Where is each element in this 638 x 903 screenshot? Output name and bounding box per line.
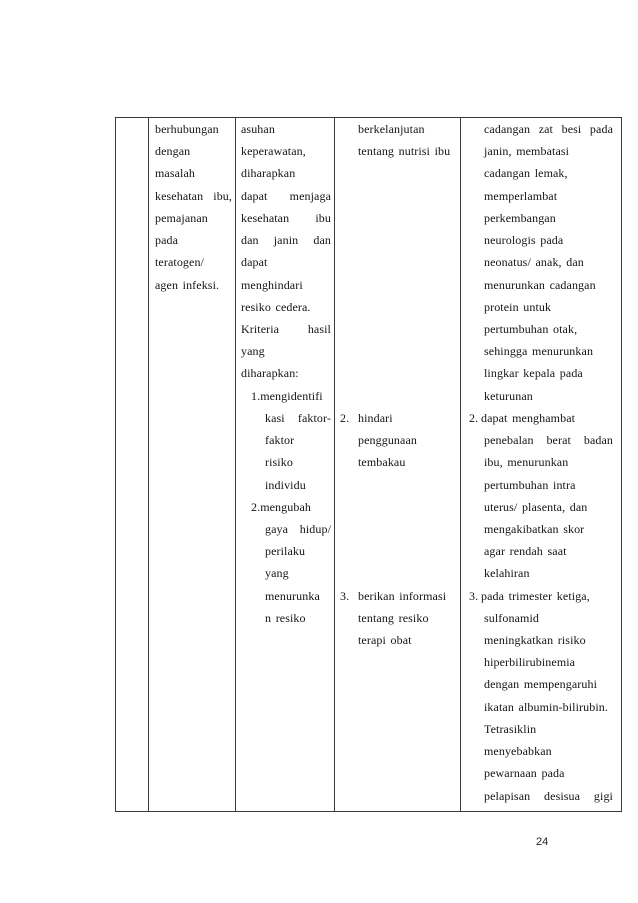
rationale-cell [469, 118, 613, 807]
outcome-line: diharapkan: [241, 366, 299, 381]
intervention-text: hindari [358, 411, 393, 425]
number-column-cell [118, 118, 146, 808]
rationale-line: memperlambat [484, 188, 558, 203]
outcome-line: keperawatan, [241, 144, 306, 159]
rationale-line: menyebabkan [484, 744, 552, 759]
intervention-line: tentang nutrisi ibu [358, 144, 451, 159]
rationale-line: pelapisan desisua gigi [484, 788, 613, 803]
rationale-line: pertumbuhan otak, [484, 321, 578, 336]
rationale-number: 2. [469, 410, 479, 425]
intervention-line: penggunaan [358, 433, 417, 448]
rationale-line: kelahiran [484, 566, 530, 581]
outcome-line: asuhan [241, 122, 275, 136]
criteria-item-line: perilaku [265, 544, 306, 559]
rationale-line: ibu, menurunkan [484, 455, 569, 470]
outcome-line: yang [241, 344, 265, 359]
outcome-line: diharapkan [241, 166, 296, 181]
criteria-item-line: yang [265, 566, 289, 581]
rationale-line: perkembangan [484, 210, 556, 225]
rationale-text: dapat menghambat [481, 410, 576, 425]
diagnosis-line: berhubungan [155, 122, 219, 136]
column-divider [148, 117, 149, 812]
criteria-item-first-line: 1.mengidentifi [251, 388, 323, 403]
rationale-line: hiperbilirubinemia [484, 655, 576, 670]
intervention-line [340, 585, 456, 607]
criteria-item-line: kasi faktor- [265, 410, 331, 425]
diagnosis-line: masalah [155, 166, 196, 181]
rationale-line: cadangan lemak, [484, 166, 568, 181]
diagnosis-line: pemajanan [155, 210, 208, 225]
intervention-line [340, 407, 456, 429]
rationale-line: keturunan [484, 388, 533, 403]
outcome-line: dapat menjaga [241, 188, 331, 203]
rationale-line: protein untuk [484, 299, 552, 314]
outcome-line: resiko cedera. [241, 299, 311, 314]
outcome-line: dan janin dan [241, 233, 331, 248]
criteria-item-line: gaya hidup/ [265, 521, 331, 536]
rationale-line: pertumbuhan intra [484, 477, 576, 492]
diagnosis-cell [155, 118, 232, 296]
rationale-line: janin, membatasi [484, 144, 570, 159]
intervention-group [340, 585, 456, 652]
criteria-item-line: faktor [265, 433, 295, 448]
rationale-line: mengakibatkan skor [484, 521, 585, 536]
rationale-line: cadangan zat besi pada [484, 122, 613, 136]
outcome-line: kesehatan ibu [241, 210, 331, 225]
rationale-line: menurunkan cadangan [484, 277, 596, 292]
intervention-group [340, 118, 456, 162]
intervention-number: 2. [340, 411, 350, 425]
rationale-line: Tetrasiklin [484, 721, 537, 736]
criteria-item-line: individu [265, 477, 306, 492]
criteria-item-line: menurunka [265, 588, 320, 603]
rationale-line: sulfonamid [484, 610, 539, 625]
diagnosis-line: agen infeksi. [155, 277, 220, 292]
rationale-line: pewarnaan pada [484, 766, 565, 781]
column-divider [334, 117, 335, 812]
intervention-line: terapi obat [358, 633, 412, 648]
rationale-line: meningkatkan risiko [484, 633, 586, 648]
rationale-number: 3. [469, 588, 479, 603]
intervention-number: 3. [340, 588, 350, 603]
intervention-line: berkelanjutan [358, 122, 425, 136]
criteria-item-line: risiko [265, 455, 293, 470]
rationale-item-first-line [469, 585, 613, 607]
rationale-line: ikatan albumin-bilirubin. [484, 699, 608, 714]
intervention-line: tentang resiko [358, 611, 429, 626]
rationale-item-first-line [469, 407, 613, 429]
rationale-line: penebalan berat badan [484, 433, 613, 448]
outcome-line: Kriteria hasil [241, 321, 331, 336]
rationale-text: pada trimester ketiga, [481, 588, 590, 603]
rationale-line: lingkar kepala pada [484, 366, 583, 381]
rationale-line: neonatus/ anak, dan [484, 255, 584, 270]
rationale-line: dengan mempengaruhi [484, 677, 598, 692]
intervention-line: tembakau [358, 455, 406, 470]
page-number: 24 [536, 836, 549, 848]
intervention-group [340, 407, 456, 474]
rationale-line: sehingga menurunkan [484, 344, 594, 359]
outcome-line: menghindari [241, 277, 303, 292]
intervention-text: berikan informasi [358, 588, 447, 603]
outcome-line: dapat [241, 255, 268, 270]
diagnosis-line: kesehatan ibu, [155, 188, 232, 203]
column-divider [460, 117, 461, 812]
column-divider [235, 117, 236, 812]
criteria-item-first-line: 2.mengubah [251, 499, 311, 514]
criteria-item-line: n resiko [265, 610, 306, 625]
outcome-cell [241, 118, 331, 629]
diagnosis-line: teratogen/ [155, 255, 204, 270]
rationale-line: uterus/ plasenta, dan [484, 499, 588, 514]
diagnosis-line: dengan [155, 144, 191, 159]
diagnosis-line: pada [155, 233, 179, 248]
rationale-line: neurologis pada [484, 233, 564, 248]
rationale-line: agar rendah saat [484, 544, 567, 559]
